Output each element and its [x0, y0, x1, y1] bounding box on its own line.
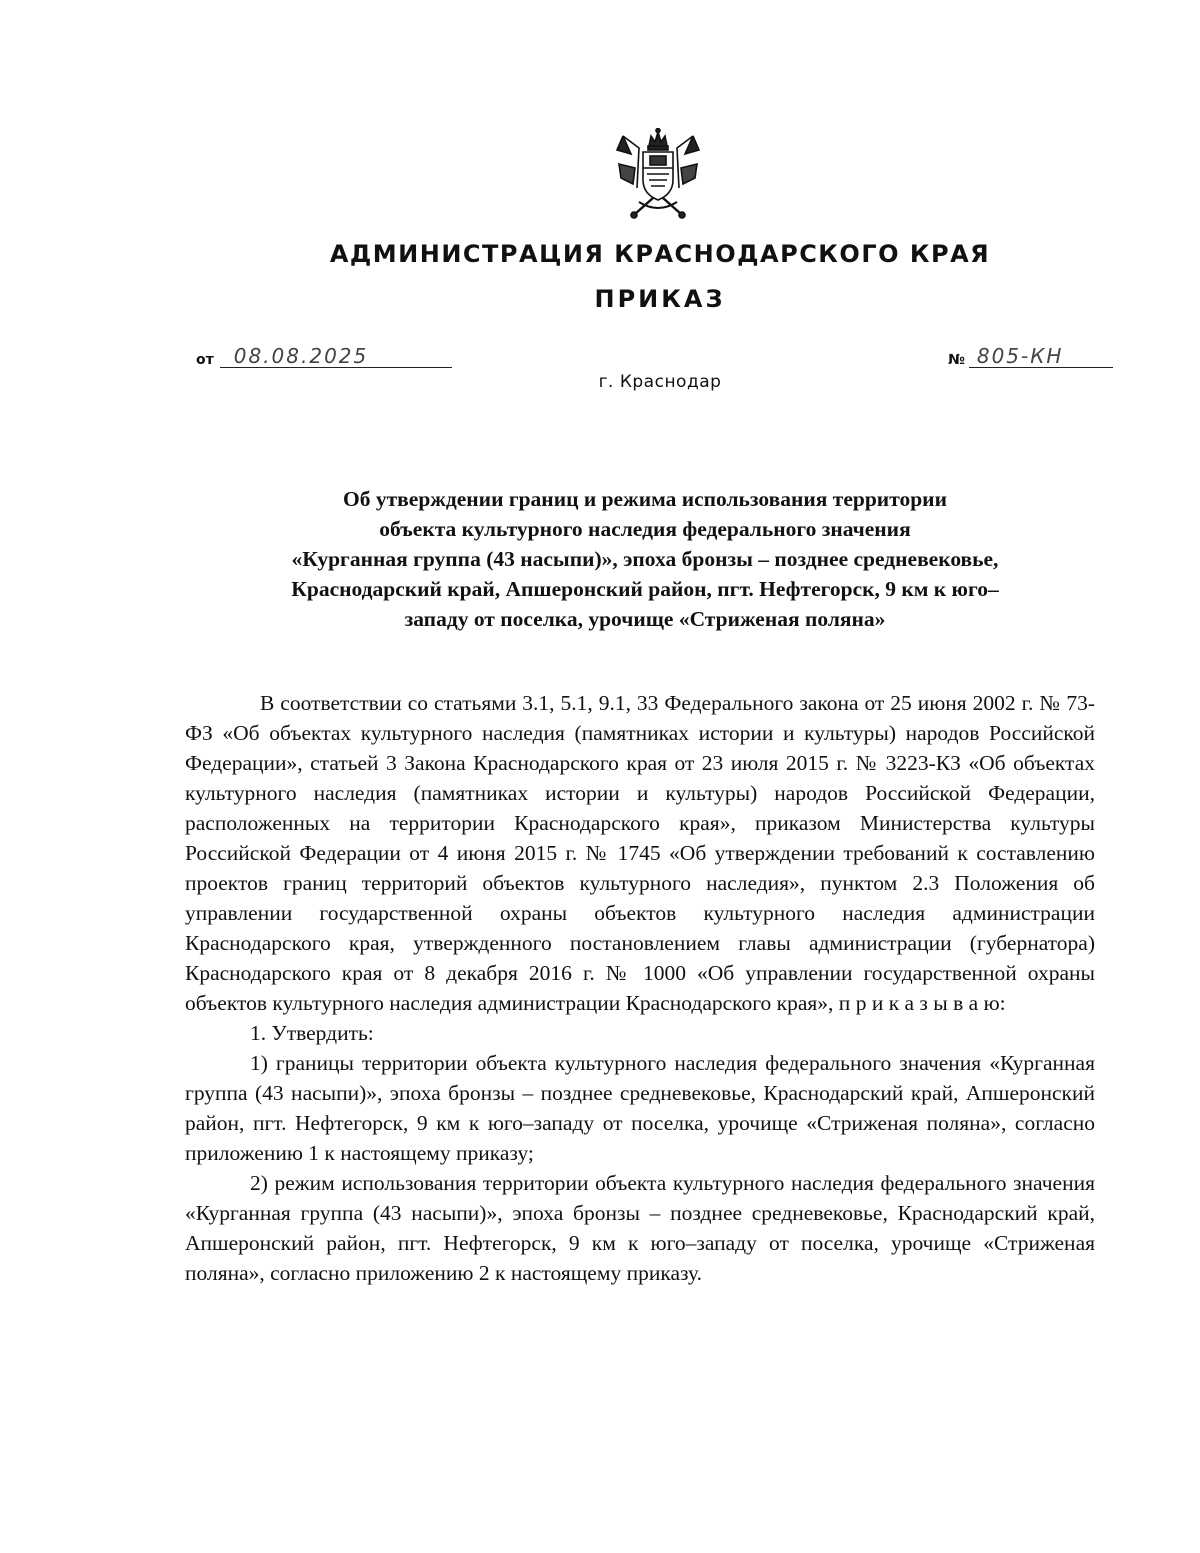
- order-item-1: 1. Утвердить:: [250, 1021, 374, 1045]
- order-subitem-1: 1) границы территории объекта культурного наследия федерального значения «Курганная группа (43 насыпи)», эпоха бронзы – позднее средневековье, Краснодарский край, Апшеронский район, пгт. Нефтегорск, 9 км к юго–западу от поселка, урочище «Стриженая поляна», согласно приложению 1 к настоящему приказу;: [185, 1051, 1095, 1165]
- document-subject: [185, 484, 1105, 634]
- subject-line: западу от поселка, урочище «Стриженая поляна»: [404, 607, 886, 631]
- order-subitem-2: 2) режим использования территории объекта культурного наследия федерального значения «Курганная группа (43 насыпи)», эпоха бронзы – позднее средневековье, Краснодарский край, Апшеронский район, пгт. Нефтегорск, 9 км к юго–западу от поселка, урочище «Стриженая поляна», согласно приложению 2 к настоящему приказу.: [185, 1171, 1095, 1285]
- subject-line: Краснодарский край, Апшеронский район, пгт. Нефтегорск, 9 км к юго–: [291, 577, 999, 601]
- subject-line: Об утверждении границ и режима использования территории: [343, 487, 947, 511]
- document-body: [185, 688, 1095, 1288]
- date-field: [196, 345, 452, 368]
- number-value: 805-КН: [969, 345, 1113, 368]
- date-value: 08.08.2025: [220, 345, 452, 368]
- date-label: от: [196, 352, 214, 368]
- preamble-paragraph: В соответствии со статьями 3.1, 5.1, 9.1, 33 Федерального закона от 25 июня 2002 г. № 73-ФЗ «Об объектах культурного наследия (памятниках истории и культуры) народов Российской Федерации», статьей 3 Закона Краснодарского края от 23 июля 2015 г. № 3223-КЗ «Об объектах культурного наследия (памятниках истории и культуры) народов Российской Федерации, расположенных на территории Краснодарского края», приказом Министерства культуры Российской Федерации от 4 июня 2015 г. № 1745 «Об утверждении требований к составлению проектов границ территорий объектов культурного наследия», пунктом 2.3 Положения об управлении государственной охраны объектов культурного наследия администрации Краснодарского края, утвержденного постановлением главы администрации (губернатора) Краснодарского края от 8 декабря 2016 г. № 1000 «Об управлении государственной охраны объектов культурного наследия администрации Краснодарского края», п р и к а з ы в а ю:: [185, 691, 1095, 1015]
- subject-line: «Курганная группа (43 насыпи)», эпоха бронзы – позднее средневековье,: [291, 547, 999, 571]
- document-type: ПРИКАЗ: [594, 285, 726, 313]
- number-label: №: [948, 352, 965, 368]
- coat-of-arms-emblem: [613, 128, 703, 222]
- subject-line: объекта культурного наследия федерального значения: [379, 517, 911, 541]
- city-label: г. Краснодар: [598, 372, 722, 392]
- number-field: [948, 345, 1113, 368]
- organization-title: АДМИНИСТРАЦИЯ КРАСНОДАРСКОГО КРАЯ: [329, 240, 991, 268]
